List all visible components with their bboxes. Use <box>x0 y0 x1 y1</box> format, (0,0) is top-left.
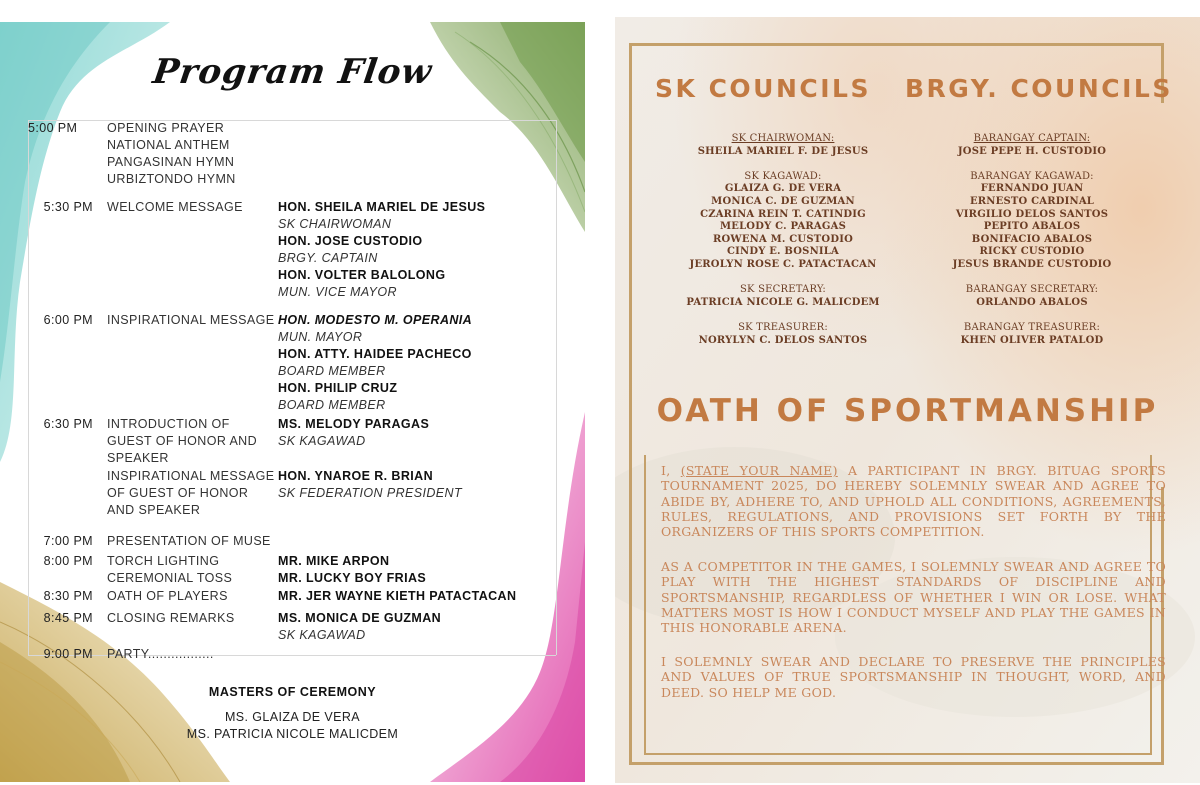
council-position: BARANGAY CAPTAIN: <box>973 133 1091 144</box>
activity-line: TORCH LIGHTING <box>107 554 220 568</box>
council-member: RICKY CUSTODIO <box>979 246 1085 258</box>
council-member: JOSE PEPE H. CUSTODIO <box>957 145 1107 157</box>
program-people <box>278 553 578 587</box>
council-position: SK KAGAWAD: <box>744 170 822 182</box>
council-member: VIRGILIO DELOS SANTOS <box>955 208 1109 220</box>
program-activity <box>107 588 277 605</box>
person-role: BRGY. CAPTAIN <box>278 251 378 265</box>
council-position: SK SECRETARY: <box>739 284 827 296</box>
activity-line: PANGASINAN HYMN <box>107 155 235 169</box>
brgy-councils-title: BRGY. COUNCILS <box>905 74 1173 103</box>
activity-line: AND SPEAKER <box>107 503 201 517</box>
council-member: MELODY C. PARAGAS <box>719 221 846 233</box>
activity-line: URBIZTONDO HYMN <box>107 172 236 186</box>
brgy-council-list <box>892 133 1172 347</box>
spacer <box>643 158 923 171</box>
person-name: MS. MONICA DE GUZMAN <box>278 611 442 625</box>
oath-paragraph-1 <box>661 463 1166 539</box>
program-time: 9:00 PM <box>43 647 93 661</box>
council-member: FERNANDO JUAN <box>980 183 1084 195</box>
program-time: 5:30 PM <box>43 200 93 214</box>
council-member: MONICA C. DE GUZMAN <box>711 195 855 207</box>
sk-councils-title: SK COUNCILS <box>655 74 871 103</box>
person-name: HON. VOLTER BALOLONG <box>278 268 446 282</box>
name-placeholder: (STATE YOUR NAME) <box>680 463 838 478</box>
council-member: GLAIZA G. DE VERA <box>724 183 842 195</box>
person-name: MR. JER WAYNE KIETH PATACTACAN <box>278 589 517 603</box>
person-name: MR. MIKE ARPON <box>278 554 390 568</box>
program-people <box>278 416 578 450</box>
council-member: JESUS BRANDE CUSTODIO <box>952 258 1112 270</box>
program-time: 8:45 PM <box>43 611 93 625</box>
oath-text: I, <box>661 463 681 478</box>
program-time: 6:30 PM <box>43 417 93 431</box>
council-member: CINDY E. BOSNILA <box>726 246 840 258</box>
activity-line: NATIONAL ANTHEM <box>107 138 230 152</box>
person-name: HON. ATTY. HAIDEE PACHECO <box>278 347 472 361</box>
person-role: MUN. VICE MAYOR <box>278 285 397 299</box>
person-name: HON. JOSE CUSTODIO <box>278 234 423 248</box>
activity-line: OF GUEST OF HONOR <box>107 486 249 500</box>
activity-line: WELCOME MESSAGE <box>107 200 243 214</box>
spacer <box>643 309 923 322</box>
activity-line: OPENING PRAYER <box>107 121 225 135</box>
activity-line: PRESENTATION OF MUSE <box>107 534 271 548</box>
activity-line: INTRODUCTION OF <box>107 417 230 431</box>
oath-text: A PARTICIPANT IN BRGY. BITUAG SPORTS TOURNAMENT 2025, DO HEREBY SOLEMNLY SWEAR AND AGREE TO ABIDE BY, ADHERE TO, AND UPHOLD ALL CONDITIONS, AGREEMENTS, RULES, REGULATIONS, AND PROVISIONS SET FORTH BY THE ORGANIZERS OF THIS SPORTS COMPETITION. <box>661 463 1166 540</box>
oath-paragraph-2: AS A COMPETITOR IN THE GAMES, I SOLEMNLY SWEAR AND AGREE TO PLAY WITH THE HIGHEST STANDARDS OF DISCIPLINE AND SPORTSMANSHIP, REGARDLESS OF WHETHER I WIN OR LOSE. WHAT MATTERS MOST IS HOW I CONDUCT MYSELF AND PLAY THE GAMES IN THIS HONORABLE ARENA. <box>661 559 1166 636</box>
councils-oath-page <box>615 17 1200 783</box>
council-member: NORYLYN C. DELOS SANTOS <box>698 334 868 346</box>
program-activity <box>107 553 277 587</box>
master-of-ceremony-name: MS. PATRICIA NICOLE MALICDEM <box>186 727 399 741</box>
program-activity <box>107 468 277 519</box>
council-member: ROWENA M. CUSTODIO <box>712 233 853 245</box>
council-position: SK CHAIRWOMAN: <box>731 133 835 144</box>
program-activity <box>107 120 277 188</box>
program-people <box>278 610 578 644</box>
program-activity <box>107 610 277 627</box>
person-name: MR. LUCKY BOY FRIAS <box>278 571 427 585</box>
activity-line: SPEAKER <box>107 451 169 465</box>
sk-council-list <box>643 133 923 347</box>
program-activity <box>107 646 277 663</box>
program-people <box>278 588 578 605</box>
council-position: BARANGAY SECRETARY: <box>965 284 1099 296</box>
activity-line: OATH OF PLAYERS <box>107 589 228 603</box>
person-name: HON. SHEILA MARIEL DE JESUS <box>278 200 486 214</box>
council-member: CZARINA REIN T. CATINDIG <box>700 208 866 220</box>
program-people <box>278 199 578 301</box>
program-time: 8:00 PM <box>43 554 93 568</box>
person-name: HON. MODESTO M. OPERANIA <box>278 313 473 327</box>
oath-paragraph-3: I SOLEMNLY SWEAR AND DECLARE TO PRESERVE THE PRINCIPLES AND VALUES OF TRUE SPORTSMANSHIP IN THOUGHT, WORD, AND DEED. SO HELP ME GOD. <box>661 654 1166 700</box>
council-member: PATRICIA NICOLE G. MALICDEM <box>686 296 880 308</box>
person-name: MS. MELODY PARAGAS <box>278 417 430 431</box>
masters-of-ceremony-title: MASTERS OF CEREMONY <box>208 685 377 699</box>
program-flow-page <box>0 22 585 782</box>
activity-line: GUEST OF HONOR AND <box>107 434 258 448</box>
council-position: BARANGAY KAGAWAD: <box>970 170 1094 182</box>
spacer <box>892 309 1172 322</box>
page-title: Program Flow <box>150 52 435 92</box>
program-people <box>278 468 578 502</box>
council-member: PEPITO ABALOS <box>983 221 1081 233</box>
program-time: 6:00 PM <box>43 313 93 327</box>
gold-inner-frame-bottom <box>644 753 1152 755</box>
spacer <box>892 272 1172 285</box>
person-name: HON. PHILIP CRUZ <box>278 381 398 395</box>
activity-line: INSPIRATIONAL MESSAGE <box>107 469 275 483</box>
gold-frame-bottom <box>629 762 1164 765</box>
person-role: SK CHAIRWOMAN <box>278 217 392 231</box>
program-people <box>278 312 578 414</box>
council-member: BONIFACIO ABALOS <box>971 233 1093 245</box>
person-role: SK KAGAWAD <box>278 628 366 642</box>
person-role: BOARD MEMBER <box>278 364 386 378</box>
spacer <box>643 272 923 285</box>
gold-frame-top <box>629 43 1164 46</box>
activity-line: INSPIRATIONAL MESSAGE <box>107 313 275 327</box>
person-role: SK FEDERATION PRESIDENT <box>278 486 462 500</box>
oath-title: OATH OF SPORTMANSHIP <box>656 393 1159 429</box>
person-role: MUN. MAYOR <box>278 330 363 344</box>
person-role: SK KAGAWAD <box>278 434 366 448</box>
activity-line: PARTY................. <box>107 647 214 661</box>
program-time: 7:00 PM <box>43 534 93 548</box>
person-name: HON. YNAROE R. BRIAN <box>278 469 434 483</box>
council-member: JEROLYN ROSE C. PATACTACAN <box>689 258 877 270</box>
program-activity <box>107 533 277 550</box>
gold-inner-frame-left <box>644 455 646 755</box>
council-position: SK TREASURER: <box>738 321 828 333</box>
program-activity <box>107 416 277 467</box>
council-member: KHEN OLIVER PATALOD <box>960 334 1104 346</box>
activity-line: CEREMONIAL TOSS <box>107 571 233 585</box>
program-activity <box>107 312 277 329</box>
activity-line: CLOSING REMARKS <box>107 611 235 625</box>
master-of-ceremony-name: MS. GLAIZA DE VERA <box>224 710 360 724</box>
program-time: 8:30 PM <box>43 589 93 603</box>
program-activity <box>107 199 277 216</box>
council-member: ORLANDO ABALOS <box>976 296 1088 308</box>
spacer <box>892 158 1172 171</box>
council-member: ERNESTO CARDINAL <box>969 195 1095 207</box>
council-member: SHEILA MARIEL F. DE JESUS <box>697 145 869 157</box>
program-time: 5:00 PM <box>28 121 78 135</box>
council-position: BARANGAY TREASURER: <box>963 321 1101 333</box>
person-role: BOARD MEMBER <box>278 398 386 412</box>
